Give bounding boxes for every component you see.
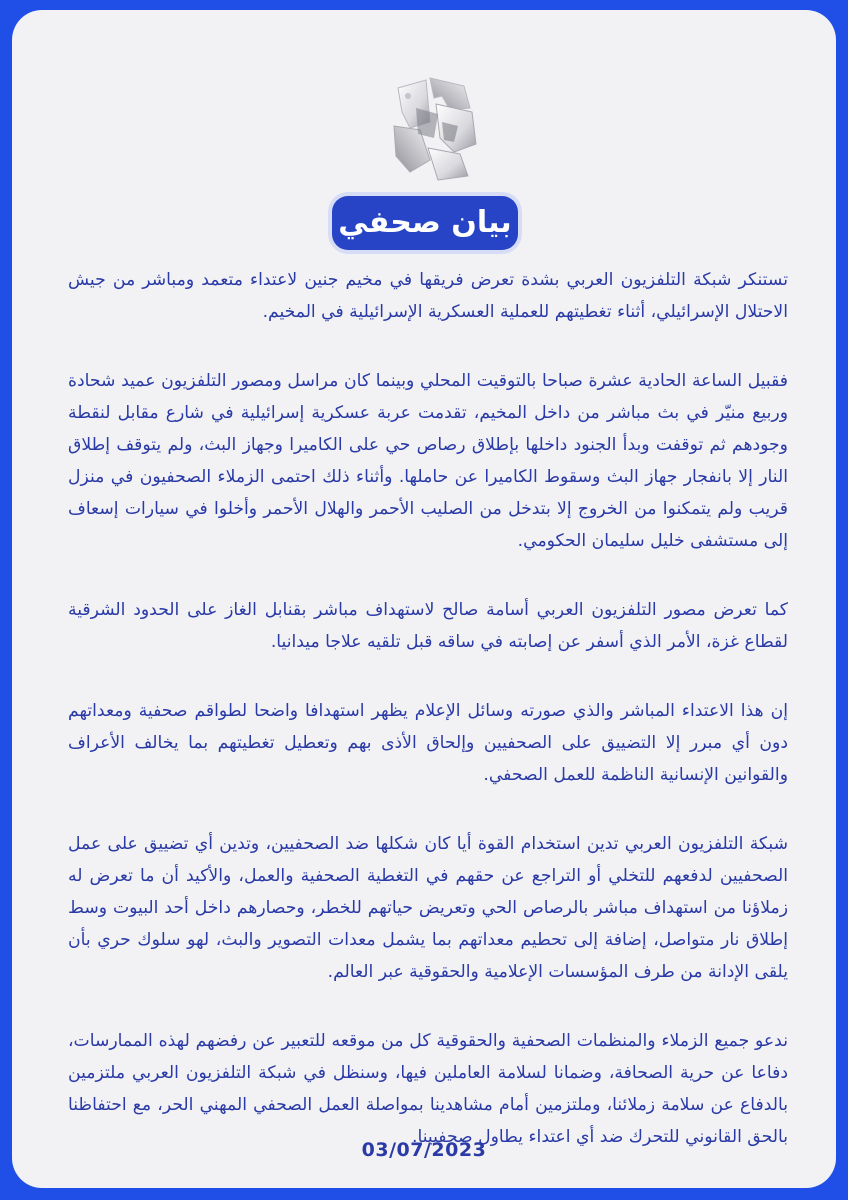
press-release-title-badge (332, 196, 518, 250)
statement-date: 03/07/2023 (361, 1139, 487, 1161)
paragraph-1: تستنكر شبكة التلفزيون العربي بشدة تعرض فريقها في مخيم جنين لاعتداء متعمد ومباشر من جيش الاحتلال الإسرائيلي، أثناء تغطيتهم للعملية العسكرية الإسرائيلية في المخيم. (68, 270, 788, 322)
paragraph-6: ندعو جميع الزملاء والمنظمات الصحفية والحقوقية كل من موقعه للتعبير عن رفضهم لهذه الممارسات، دفاعا عن حرية الصحافة، وضمانا لسلامة العاملين فيها، وسنظل في شبكة التلفزيون العربي ملتزمين بالدفاع عن سلامة زملائنا، وملتزمين أمام مشاهدينا بمواصلة العمل الصحفي المهني الحر، مع احتفاظنا بالحق القانوني للتحرك ضد أي اعتداء يطاول صحفيينا. (68, 1031, 788, 1147)
statement-body (68, 264, 788, 1188)
paragraph-4: إن هذا الاعتداء المباشر والذي صورته وسائل الإعلام يظهر استهدافا واضحا لطواقم صحفية ومعداتهم دون أي مبرر إلا التضييق على الصحفيين وإلحاق الأذى بهم وتعطيل تغطيتهم بما يخالف الأعراف والقوانين الإنسانية الناظمة للعمل الصحفي. (68, 701, 788, 785)
statement-card (12, 10, 836, 1188)
paragraph-2: فقبيل الساعة الحادية عشرة صباحا بالتوقيت المحلي وبينما كان مراسل ومصور التلفزيون عميد شحادة وربيع منيّر في بث مباشر من داخل المخيم، تقدمت عربة عسكرية إسرائيلية في شارع مقابل لنقطة وجودهم ثم توقفت وبدأ الجنود داخلها بإطلاق رصاص حي على الكاميرا وجهاز البث، ولم يتوقف إطلاق النار إلا بانفجار جهاز البث وسقوط الكاميرا عن حاملها. وأثناء ذلك احتمى الزملاء الصحفيون في منزل قريب ولم يتمكنوا من الخروج إلا بتدخل من الصليب الأحمر والهلال الأحمر وأخلوا في سيارات إسعاف إلى مستشفى خليل سليمان الحكومي. (68, 371, 788, 551)
page-title: بيان صحفي (338, 205, 512, 240)
al-araby-tv-logo-icon (380, 68, 492, 186)
paragraph-3: كما تعرض مصور التلفزيون العربي أسامة صالح لاستهداف مباشر بقنابل الغاز على الحدود الشرقية لقطاع غزة، الأمر الذي أسفر عن إصابته في ساقه قبل تلقيه علاجا ميدانيا. (68, 600, 788, 652)
paragraph-5: شبكة التلفزيون العربي تدين استخدام القوة أيا كان شكلها ضد الصحفيين، وتدين أي تضييق على عمل الصحفيين لدفعهم للتخلي أو التراجع عن حقهم في التغطية الصحفية والعمل، والأكيد أن ما تعرض له زملاؤنا من استهداف مباشر بالرصاص الحي وتعريض حياتهم للخطر، وحصارهم داخل أحد البيوت وسط إطلاق نار متواصل، إضافة إلى تحطيم معداتهم بما يشمل معدات التصوير والبث، لهو سلوك حري بأن يلقى الإدانة من طرف المؤسسات الإعلامية والحقوقية عبر العالم. (68, 834, 788, 982)
